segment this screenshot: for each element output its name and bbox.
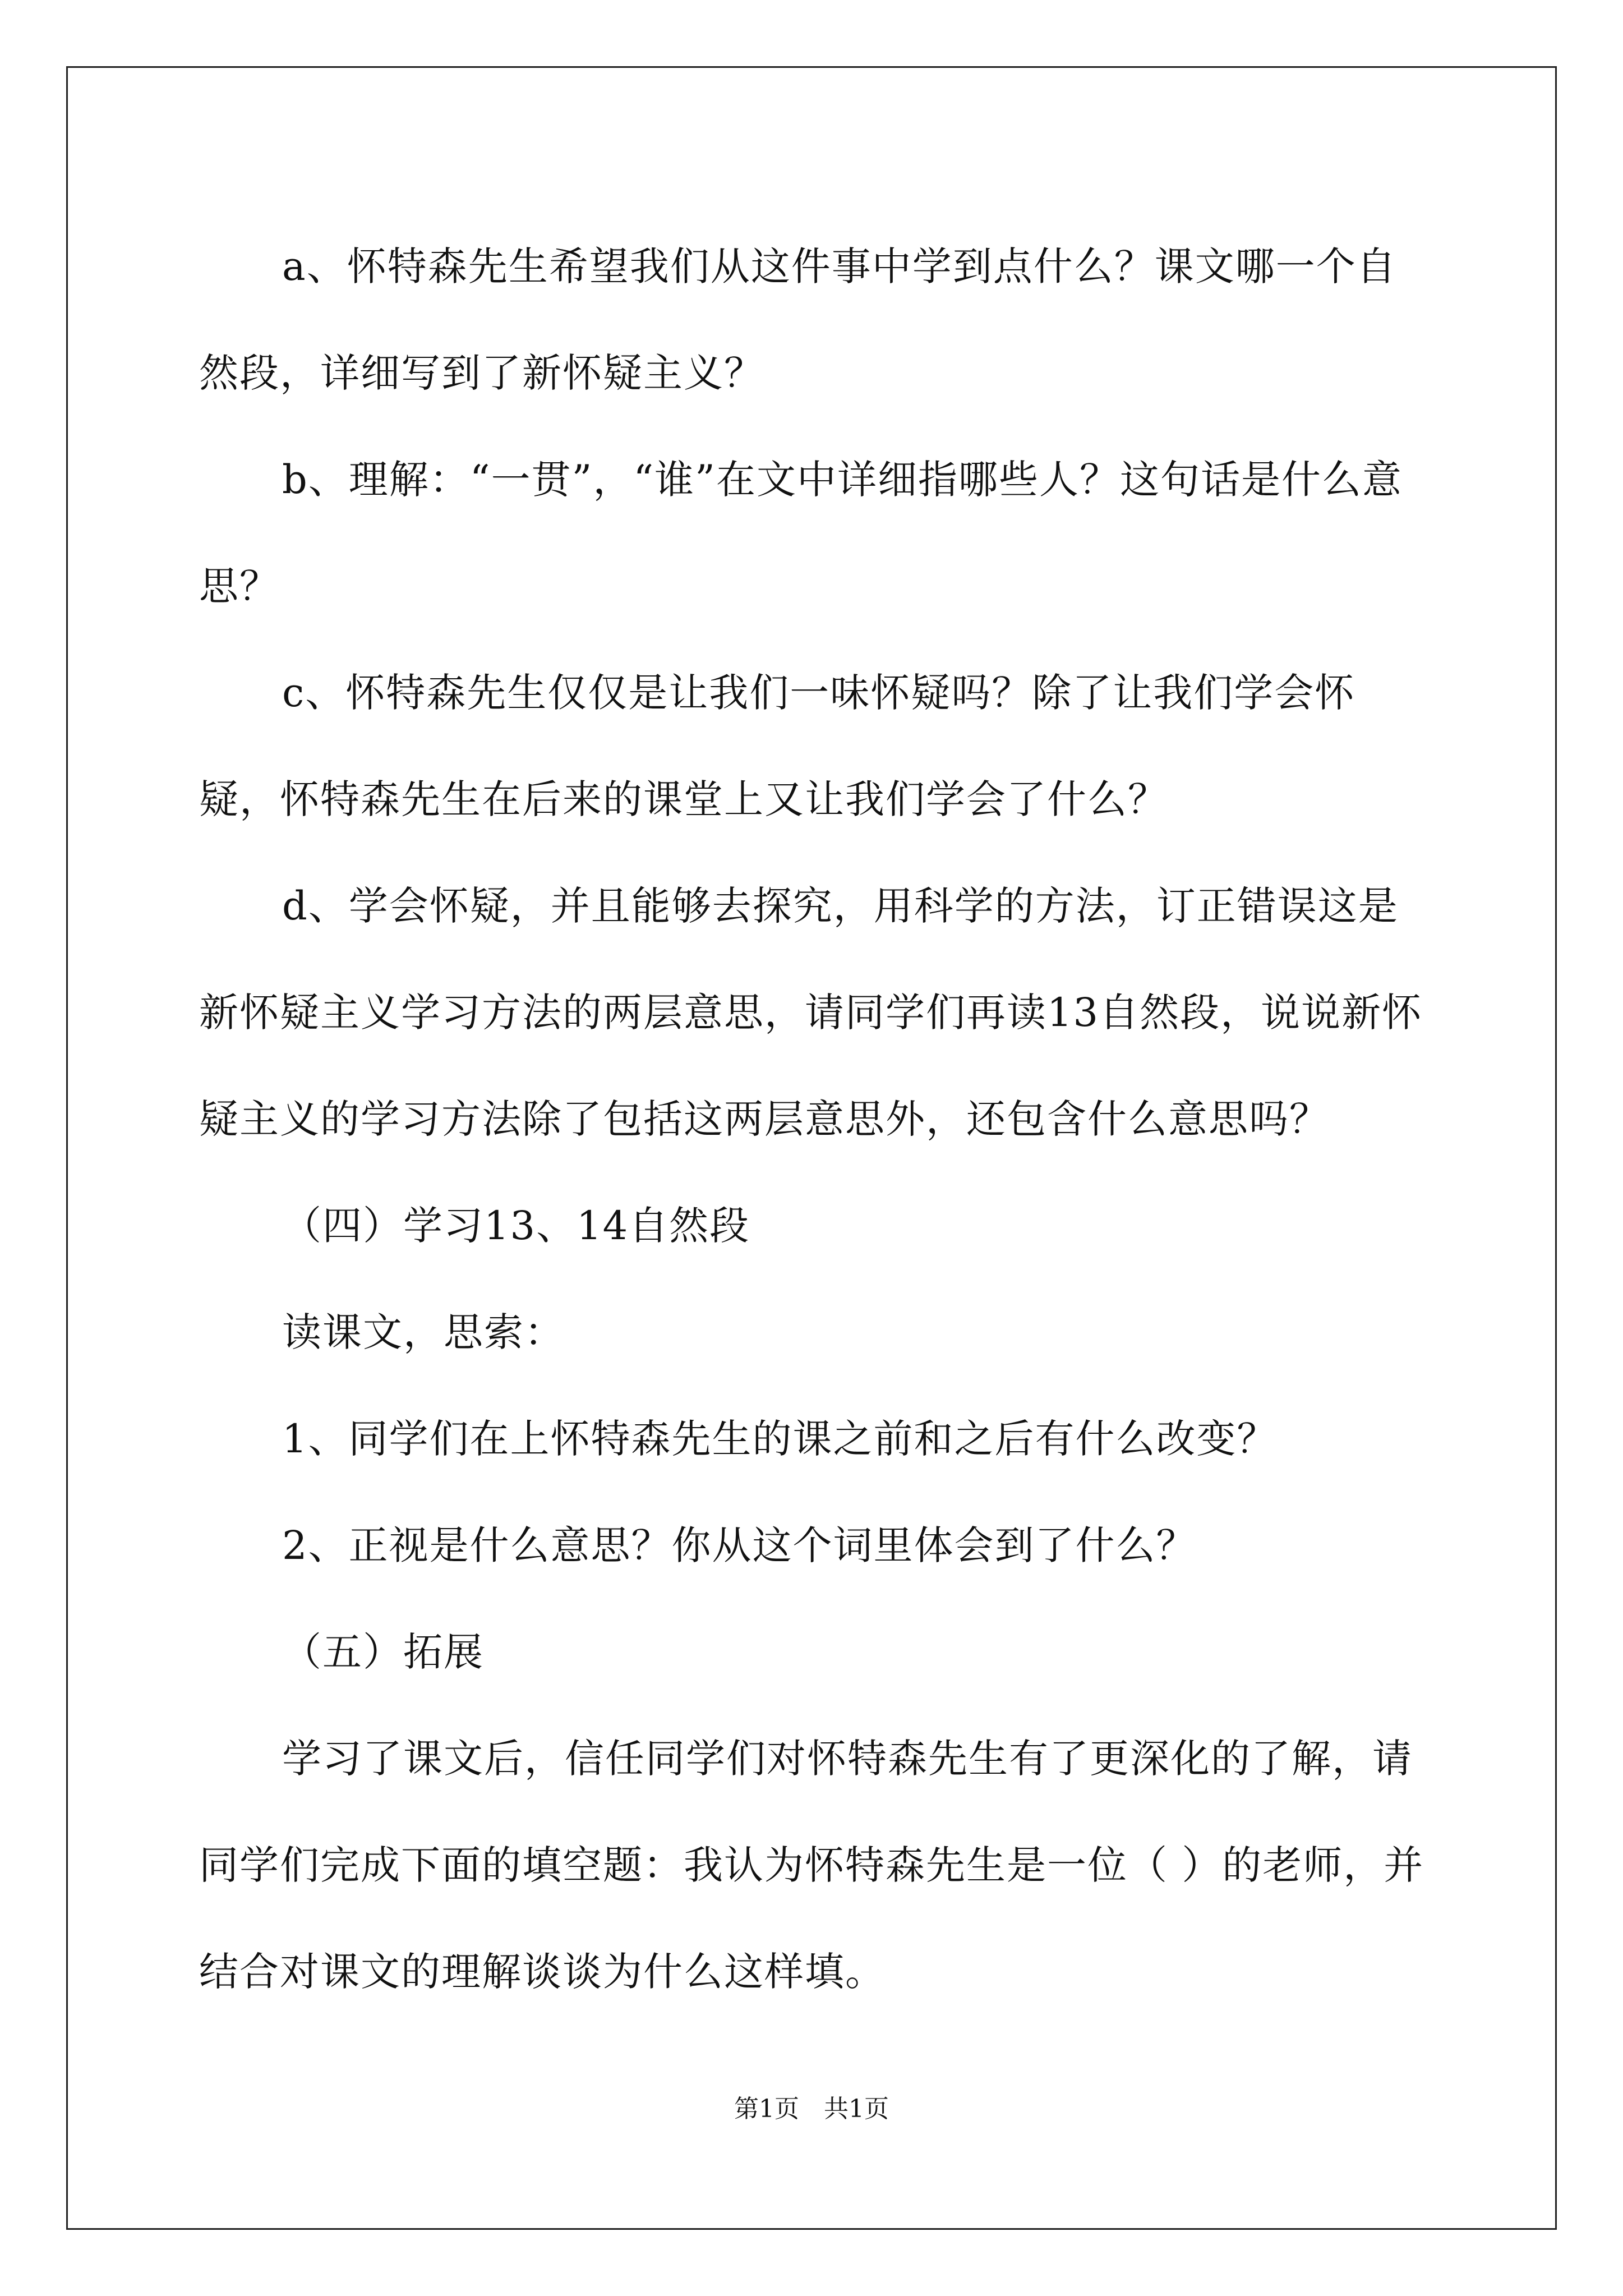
paragraph-b: b、理解：“一贯”，“谁”在文中详细指哪些人？这句话是什么意思？ (199, 457, 1403, 609)
section-heading-5: （五）拓展 (282, 1629, 484, 1675)
paragraph-d: d、学会怀疑，并且能够去探究，用科学的方法，订正错误这是新怀疑主义学习方法的两层意思，请同学们再读13自然段，说说新怀疑主义的学习方法除了包括这两层意思外，还包含什么意思吗？ (199, 883, 1423, 1142)
page-number-current: 第1页 (734, 2095, 799, 2123)
extension-paragraph: 学习了课文后，信任同学们对怀特森先生有了更深化的了解，请同学们完成下面的填空题：我认为怀特森先生是一位（ ）的老师，并结合对课文的理解谈谈为什么这样填。 (199, 1736, 1424, 1995)
page-number-total: 共1页 (824, 2095, 889, 2123)
page-footer (0, 2092, 1623, 2126)
question-1: 1、同学们在上怀特森先生的课之前和之后有什么改变？ (282, 1416, 1278, 1462)
paragraph-a: a、怀特森先生希望我们从这件事中学到点什么？课文哪一个自然段，详细写到了新怀疑主义？ (199, 243, 1397, 396)
paragraph-c: c、怀特森先生仅仅是让我们一味怀疑吗？除了让我们学会怀疑，怀特森先生在后来的课堂上又让我们学会了什么？ (199, 670, 1355, 822)
document-body (199, 213, 1436, 2025)
question-2: 2、正视是什么意思？你从这个词里体会到了什么？ (282, 1522, 1197, 1568)
section-heading-4: （四）学习13、14自然段 (282, 1203, 750, 1249)
instruction-line: 读课文，思索： (282, 1309, 565, 1355)
